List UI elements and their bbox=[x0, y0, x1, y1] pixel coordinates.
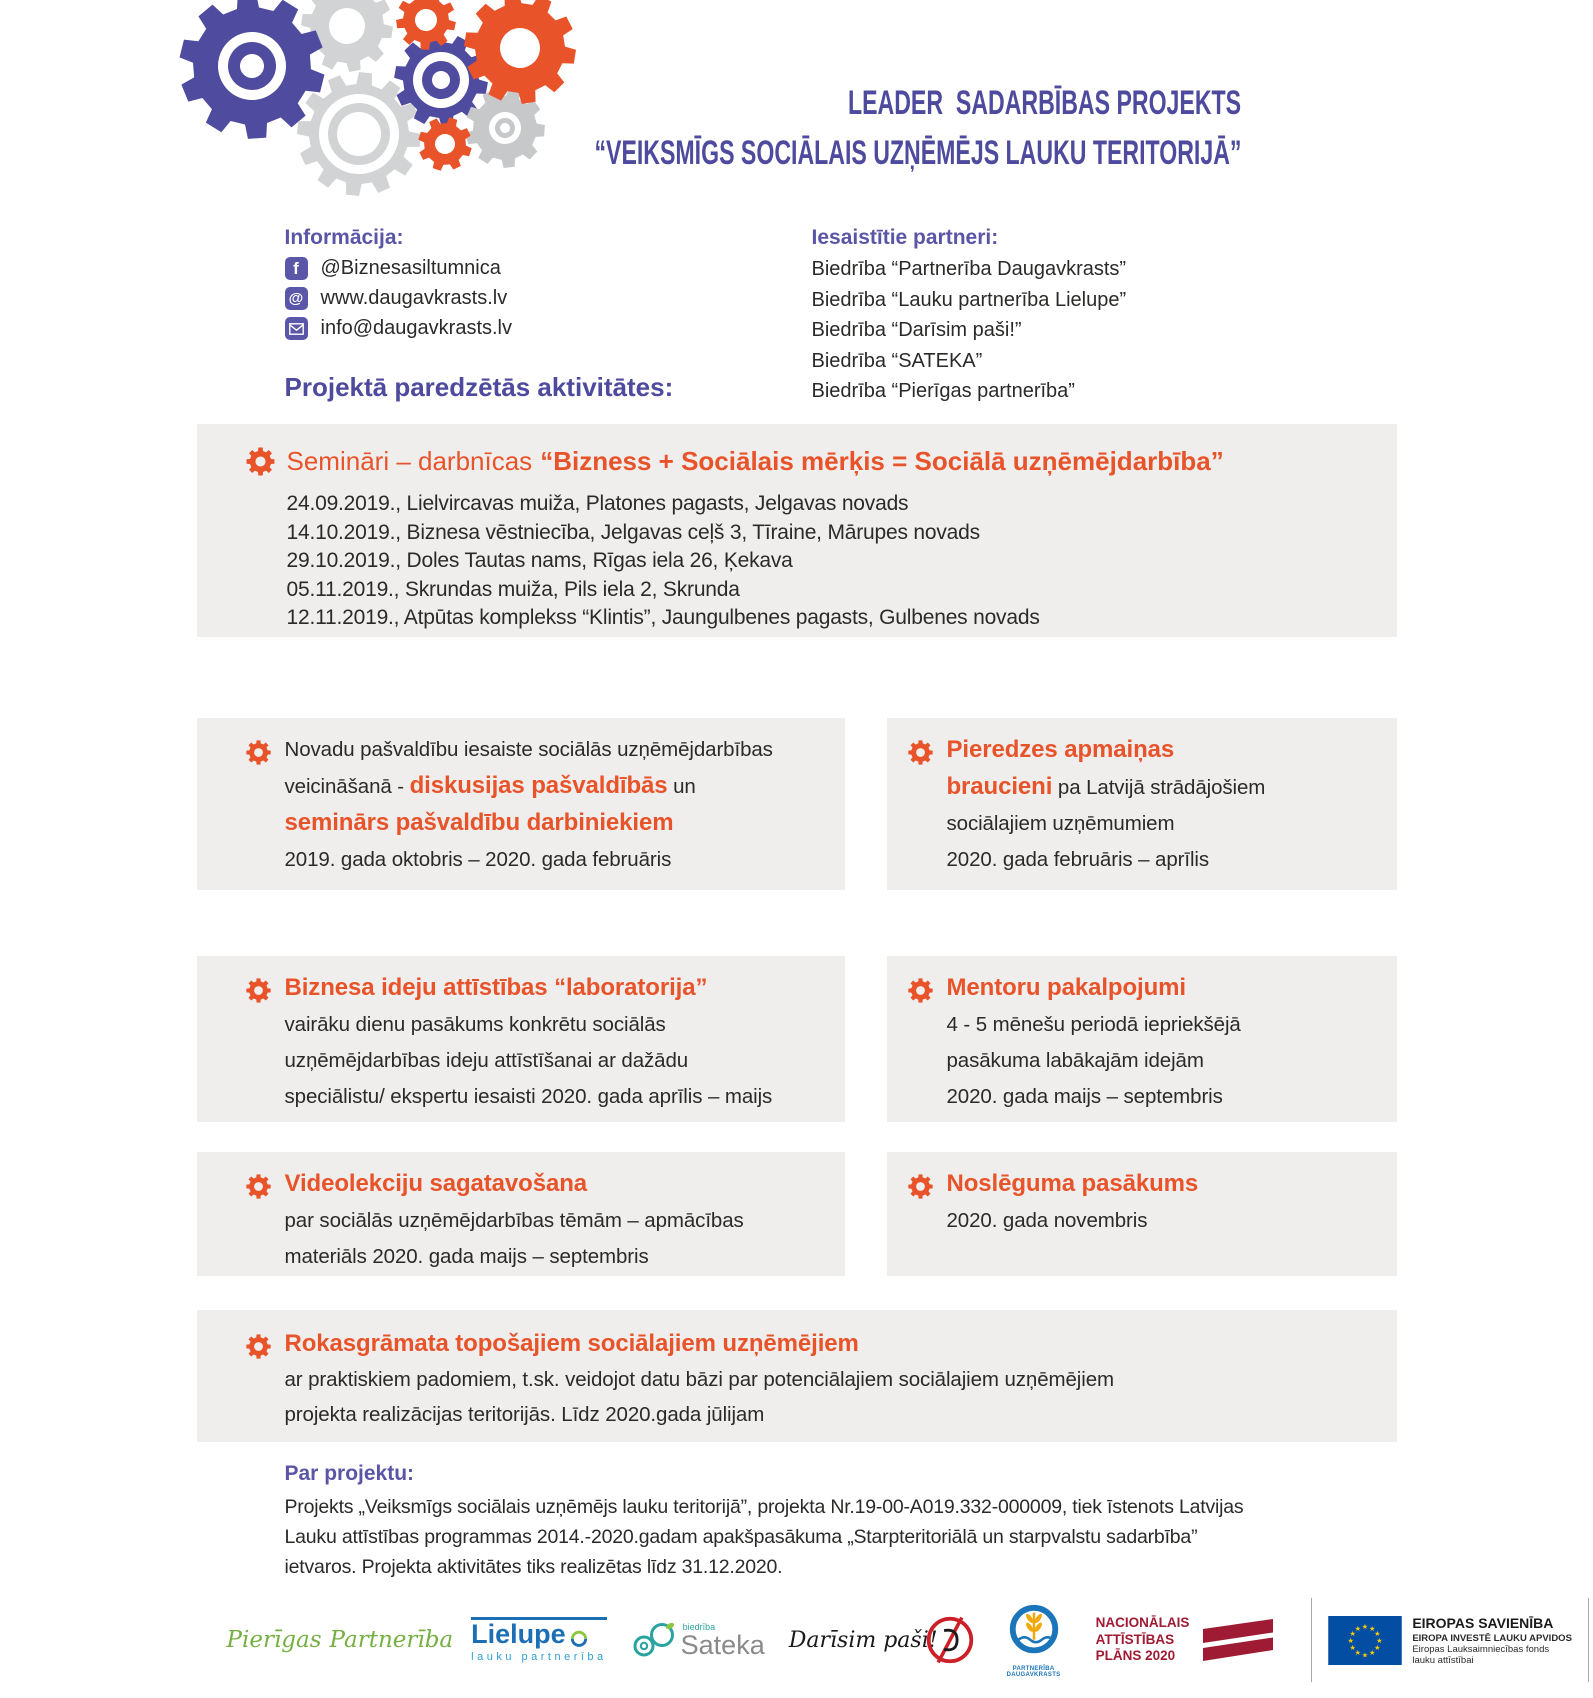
about-project bbox=[285, 1462, 1355, 1582]
divider bbox=[1588, 1598, 1589, 1682]
project-title bbox=[290, 84, 1241, 173]
svg-text:★: ★ bbox=[1354, 1623, 1362, 1633]
facebook-icon: f bbox=[285, 257, 308, 280]
partners-heading: Iesaistītie partneri: bbox=[811, 226, 999, 249]
activity-municipalities bbox=[197, 718, 845, 890]
at-icon: @ bbox=[285, 287, 308, 310]
activity-handbook bbox=[197, 1310, 1397, 1442]
seminar-event: 29.10.2019., Doles Tautas nams, Rīgas iela 26, Ķekava bbox=[286, 549, 793, 572]
svg-text:★: ★ bbox=[1369, 1623, 1376, 1633]
title-line1: LEADER SADARBĪBAS PROJEKTS bbox=[848, 84, 1242, 122]
svg-text:★: ★ bbox=[1354, 1647, 1362, 1657]
experience-text: Pieredzes apmaiņas braucieni pa Latvijā strādājošiem sociālajiem uzņēmumiem 2020. gada februāris – aprīlis bbox=[946, 736, 1266, 871]
gear-bullet-icon bbox=[245, 977, 272, 1004]
period: 2020. gada maijs – septembris bbox=[946, 1085, 1223, 1108]
activity-closing-event bbox=[887, 1152, 1397, 1276]
activity-experience-trips bbox=[887, 718, 1397, 890]
seminar-event: 05.11.2019., Skrundas muiža, Pils iela 2, Skrunda bbox=[286, 577, 740, 601]
handbook-text: Rokasgrāmata topošajiem sociālajiem uzņēmējiem ar praktiskiem padomiem, t.sk. veidojot datu bāzi par potenciālajiem sociālajiem uzņēmējiem projekta realizācijas teritorijās. Līdz 2020.gada jūlijam bbox=[284, 1330, 1114, 1426]
activity-business-lab bbox=[197, 956, 845, 1122]
divider bbox=[1311, 1598, 1312, 1682]
partner-item: Biedrība “Pierīgas partnerība” bbox=[811, 380, 1075, 402]
logo-lielupe: Lielupe lauku partnerība bbox=[471, 1619, 607, 1663]
activities-heading: Projektā paredzētās aktivitātes: bbox=[284, 372, 674, 402]
contact-info bbox=[285, 226, 513, 340]
period: 2020. gada februāris – aprīlis bbox=[946, 848, 1210, 871]
about-text: Projekts „Veiksmīgs sociālais uzņēmējs lauku teritorijā”, projekta Nr.19-00-A019.332-000009, tiek īstenots Latvijas Lauku attīstības programmas 2014.-2020.gadam apakšpasākuma „Starpteritoriālā un starpvalstu sadarbība” ietvaros. Projekta aktivitātes tiks realizētas līdz 31.12.2020. bbox=[284, 1496, 1244, 1578]
wheat-emblem-icon bbox=[1005, 1603, 1063, 1661]
seminar-events bbox=[287, 490, 1357, 633]
gear-bullet-icon bbox=[245, 1333, 272, 1360]
partner-item: Biedrība “Darīsim paši!” bbox=[811, 319, 1022, 341]
activity-video-lectures bbox=[197, 1152, 845, 1276]
period: 2020. gada novembris bbox=[946, 1209, 1148, 1232]
lab-text: Biznesa ideju attīstības “laboratorija” vairāku dienu pasākums konkrētu sociālās uzņēmējdarbības ideju attīstīšanai ar dažādu speciālistu/ ekspertu iesaisti 2020. gada aprīlis – maijs bbox=[284, 974, 773, 1108]
facebook-row bbox=[285, 257, 513, 280]
partner-logos bbox=[226, 1594, 1572, 1686]
logo-eu: ★ ★ ★ ★ ★ ★ ★ ★ ★ ★ ★ ★ EIROPAS SAVIENĪBA EIROPA INVESTĒ LAUKU APVIDOS Eiropas Lauksaimniecības fonds lauku attīstībai bbox=[1328, 1615, 1572, 1666]
municipalities-text: Novadu pašvaldību iesaiste sociālās uzņēmējdarbības veicināšanā - diskusijas pašvaldībās un seminārs pašvaldību darbiniekiem 2019. gada oktobris – 2020. gada februāris bbox=[284, 738, 773, 871]
facebook-handle[interactable]: @Biznesasiltumnica bbox=[320, 257, 501, 279]
svg-text:★: ★ bbox=[1347, 1635, 1355, 1645]
gear-bullet-icon bbox=[245, 446, 276, 477]
logo-sateka: biedrība Sateka bbox=[633, 1621, 765, 1659]
mail-icon bbox=[285, 317, 308, 340]
svg-text:★: ★ bbox=[1362, 1649, 1369, 1659]
email-link[interactable]: info@daugavkrasts.lv bbox=[320, 317, 513, 339]
email-row bbox=[285, 317, 513, 340]
gear-bullet-icon bbox=[907, 739, 934, 766]
partner-item: Biedrība “SATEKA” bbox=[811, 349, 983, 372]
seminar-event: 14.10.2019., Biznesa vēstniecība, Jelgavas ceļš 3, Tīraine, Mārupes novads bbox=[286, 520, 980, 544]
seminar-event: 12.11.2019., Atpūtas komplekss “Klintis”, Jaungulbenes pagasts, Gulbenes novads bbox=[286, 606, 1040, 629]
seminars-heading: Semināri – darbnīcas “Bizness + Sociālais mērķis = Sociālā uzņēmējdarbība” bbox=[245, 446, 1357, 477]
period: 2019. gada oktobris – 2020. gada februāris bbox=[284, 848, 672, 871]
activity-seminars bbox=[197, 424, 1397, 637]
pen-circle-icon bbox=[924, 1614, 976, 1666]
eu-flag-icon bbox=[1328, 1616, 1402, 1665]
seminar-event: 24.09.2019., Lielvircavas muiža, Platones pagasts, Jelgavas novads bbox=[286, 492, 909, 515]
partner-item: Biedrība “Lauku partnerība Lielupe” bbox=[811, 288, 1127, 311]
svg-text:★: ★ bbox=[1349, 1642, 1357, 1652]
gear-bullet-icon bbox=[907, 1173, 934, 1200]
svg-text:★: ★ bbox=[1374, 1642, 1381, 1652]
mentors-text: Mentoru pakalpojumi 4 - 5 mēnešu periodā iepriekšējā pasākuma labākajām idejām 2020. gada maijs – septembris bbox=[946, 974, 1241, 1108]
gear-bullet-icon bbox=[907, 977, 934, 1004]
logo-darisim-pasi: Darīsim paši! bbox=[789, 1614, 976, 1666]
leaf-swirl-icon bbox=[569, 1628, 589, 1648]
svg-text:★: ★ bbox=[1349, 1628, 1357, 1638]
activity-mentors bbox=[887, 956, 1397, 1122]
svg-text:★: ★ bbox=[1369, 1647, 1376, 1657]
info-heading: Informācija: bbox=[284, 226, 404, 249]
logo-nap2020: NACIONĀLAIS ATTĪSTĪBAS PLĀNS 2020 bbox=[1096, 1615, 1276, 1665]
logo-partneriba-daugavkrasts: PARTNERĪBA DAUGAVKRASTS bbox=[992, 1603, 1076, 1678]
closing-text: Noslēguma pasākums 2020. gada novembris bbox=[946, 1170, 1199, 1232]
gear-bullet-icon bbox=[245, 739, 272, 766]
svg-text:★: ★ bbox=[1374, 1628, 1381, 1638]
logo-pierigas-partneriba: Pierīgas Partnerība bbox=[226, 1627, 454, 1653]
poster bbox=[197, 0, 1572, 1698]
video-text: Videolekciju sagatavošana par sociālās uzņēmējdarbības tēmām – apmācības materiāls 2020. gada maijs – septembris bbox=[284, 1170, 744, 1268]
spiral-icon bbox=[633, 1621, 677, 1659]
website-link[interactable]: www.daugavkrasts.lv bbox=[320, 287, 508, 309]
gear-bullet-icon bbox=[245, 1173, 272, 1200]
title-line2: “VEIKSMĪGS SOCIĀLAIS UZŅĒMĒJS LAUKU TERITORIJĀ” bbox=[594, 134, 1242, 172]
about-heading: Par projektu: bbox=[284, 1462, 415, 1485]
website-row bbox=[285, 287, 513, 310]
latvian-flag-icon bbox=[1199, 1617, 1275, 1663]
svg-text:★: ★ bbox=[1362, 1621, 1369, 1631]
svg-text:★: ★ bbox=[1376, 1635, 1383, 1645]
partners-list bbox=[812, 226, 1127, 407]
partner-item: Biedrība “Partnerība Daugavkrasts” bbox=[811, 258, 1127, 280]
